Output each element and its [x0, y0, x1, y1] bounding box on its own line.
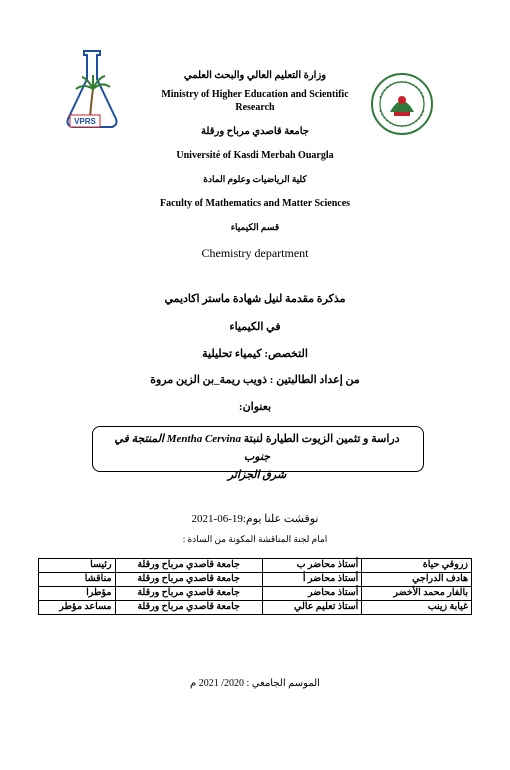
faculty-arabic: كلية الرياضيات وعلوم المادة: [203, 174, 307, 184]
thesis-title-line2-text: شرق الجزائر: [227, 469, 287, 481]
department-arabic: قسم الكيمياء: [230, 222, 280, 232]
university-arabic: جامعة قاصدي مرباح ورقلة: [201, 126, 309, 137]
academic-year: الموسم الجامعي : 2020/ 2021 م: [190, 678, 320, 689]
jury-member-university: جامعة قاصدي مرباح ورقلة: [115, 587, 262, 601]
faculty-english: Faculty of Mathematics and Matter Sciences: [159, 198, 351, 209]
jury-member-role: مناقشا: [39, 573, 116, 587]
jury-member-name: زروقي حياة: [362, 559, 472, 573]
committee-intro: امام لجنة المناقشة المكونة من السادة :: [182, 534, 328, 544]
thesis-authors: من إعداد الطالبتين : ذويب ريمة_بن الزين مروة: [150, 374, 360, 386]
thesis-title: [100, 430, 414, 484]
jury-member-role: رئيسا: [39, 559, 116, 573]
thesis-title-line2: [100, 466, 414, 484]
jury-member-rank: أستاذ محاضر أ: [262, 573, 362, 587]
defense-date: نوقشت علنا يوم:19-06-2021: [191, 513, 319, 525]
thesis-field: في الكيمياء: [229, 321, 281, 333]
jury-row: [39, 559, 472, 573]
jury-member-university: جامعة قاصدي مرباح ورقلة: [115, 601, 262, 615]
ministry-arabic: وزارة التعليم العالي والبحث العلمي: [183, 70, 327, 81]
jury-member-rank: أستاذ محاضر: [262, 587, 362, 601]
jury-member-name: هادف الدراجي: [362, 573, 472, 587]
jury-member-role: مساعد مؤطر: [39, 601, 116, 615]
jury-member-name: بالفار محمد الأخضر: [362, 587, 472, 601]
thesis-specialty: التخصص: كيمياء تحليلية: [202, 348, 308, 360]
thesis-title-label: بعنوان:: [238, 401, 272, 413]
department-english: Chemistry department: [201, 246, 309, 260]
jury-member-university: جامعة قاصدي مرباح ورقلة: [115, 559, 262, 573]
thesis-title-pre: دراسة و تثمين الزيوت الطيارة لنبتة: [243, 433, 400, 445]
ministry-english-line1: Ministry of Higher Education and Scientific: [161, 89, 349, 100]
thesis-title-species: Mentha Cervina: [166, 433, 241, 445]
thesis-title-line1: [100, 430, 414, 466]
vprs-label: VPRS: [74, 117, 96, 126]
thesis-title-post: المنتجة في جنوب: [114, 433, 271, 463]
jury-member-rank: أستاذ تعليم عالي: [262, 601, 362, 615]
jury-row: [39, 587, 472, 601]
jury-row: [39, 601, 472, 615]
thesis-type: مذكرة مقدمة لنيل شهادة ماستر اكاديمي: [164, 293, 346, 305]
ministry-english-line2: Research: [235, 102, 275, 113]
jury-member-university: جامعة قاصدي مرباح ورقلة: [115, 573, 262, 587]
jury-table: [38, 558, 472, 615]
jury-row: [39, 573, 472, 587]
jury-member-rank: أستاذ محاضر ب: [262, 559, 362, 573]
jury-member-role: مؤطرا: [39, 587, 116, 601]
jury-member-name: غيابة زينب: [362, 601, 472, 615]
university-french: Université of Kasdi Merbah Ouargla: [176, 150, 334, 161]
